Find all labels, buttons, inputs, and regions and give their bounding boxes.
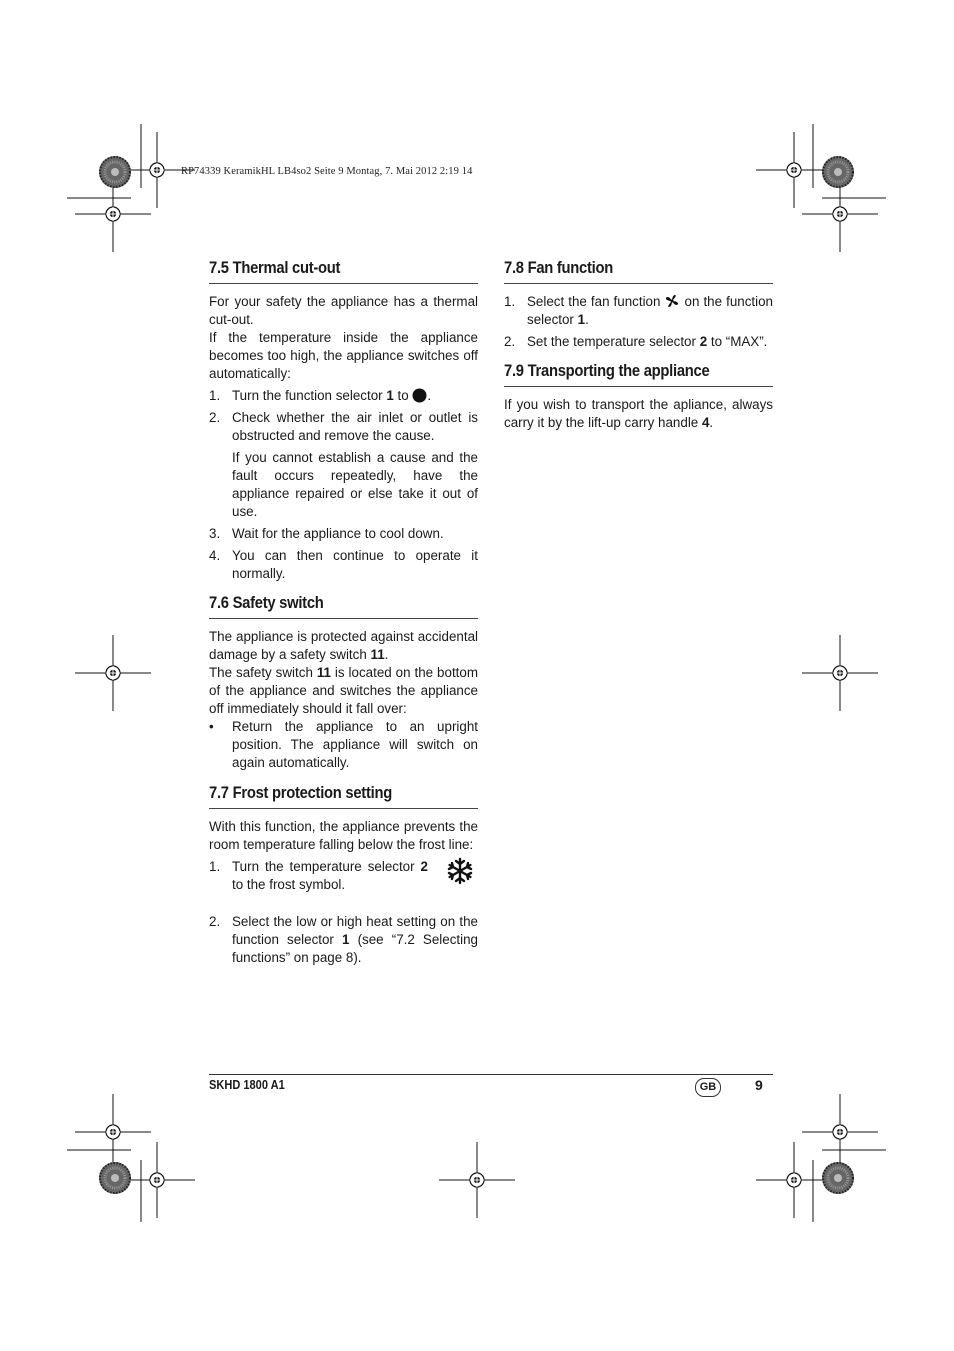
list-item: 4. You can then continue to operate it normally. xyxy=(209,548,478,581)
section-heading-7-8: 7.8 Fan function xyxy=(504,259,773,284)
list-item: 1. Turn the function selector 1 to . xyxy=(209,388,432,403)
footer-model: SKHD 1800 A1 xyxy=(209,1077,285,1092)
paragraph: If the temperature inside the appliance becomes too high, the appliance switches off automatically: xyxy=(209,330,478,381)
color-wheel-icon xyxy=(99,1162,131,1194)
list-item-note: If you cannot establish a cause and the fault occurs repeatedly, have the appliance repaired or else take it out of use. xyxy=(232,450,478,519)
color-wheel-icon xyxy=(99,156,131,188)
section-heading-7-6: 7.6 Safety switch xyxy=(209,594,478,619)
list-item: 2. Set the temperature selector 2 to “MAX”. xyxy=(504,334,768,349)
registration-mark-icon xyxy=(75,1094,151,1170)
color-wheel-icon xyxy=(822,156,854,188)
section-heading-7-7: 7.7 Frost protection setting xyxy=(209,784,478,809)
snowflake-icon xyxy=(446,857,474,885)
paragraph: With this function, the appliance prevents the room temperature falling below the frost line: xyxy=(209,819,478,852)
left-column xyxy=(209,259,478,967)
paragraph: The safety switch 11 is located on the bottom of the appliance and switches the appliance off immediately should it fall over: xyxy=(209,665,478,716)
list-item: 1. Select the fan function on the function selector 1. xyxy=(504,294,773,327)
print-slug: RP74339 KeramikHL LB4so2 Seite 9 Montag, 7. Mai 2012 2:19 14 xyxy=(181,166,473,177)
list-item: 2. Check whether the air inlet or outlet is obstructed and remove the cause. xyxy=(209,410,478,443)
right-column xyxy=(504,259,773,432)
language-badge: GB xyxy=(695,1078,721,1097)
color-wheel-icon xyxy=(822,1162,854,1194)
bullet-item: • Return the appliance to an upright position. The appliance will switch on again automatically. xyxy=(209,719,478,770)
paragraph: If you wish to transport the apliance, always carry it by the lift-up carry handle 4. xyxy=(504,397,773,430)
section-heading-7-5: 7.5 Thermal cut-out xyxy=(209,259,478,284)
filled-circle-icon xyxy=(412,388,427,403)
list-item: 3. Wait for the appliance to cool down. xyxy=(209,526,444,541)
list-item: 2. Select the low or high heat setting on the function selector 1 (see “7.2 Selecting functions” on page 8). xyxy=(209,914,479,965)
footer-rule xyxy=(209,1074,773,1075)
registration-mark-icon xyxy=(75,635,151,711)
list-item: 1. Turn the temperature selector 2 to the frost symbol. xyxy=(209,858,478,913)
registration-mark-icon xyxy=(439,1142,515,1218)
section-heading-7-9: 7.9 Transporting the appliance xyxy=(504,362,773,387)
page-number: 9 xyxy=(755,1077,763,1093)
registration-mark-icon xyxy=(802,635,878,711)
registration-mark-icon xyxy=(802,1094,878,1170)
registration-mark-icon xyxy=(756,1142,832,1218)
paragraph: For your safety the appliance has a thermal cut-out. xyxy=(209,294,478,327)
paragraph: The appliance is protected against accidental damage by a safety switch 11. xyxy=(209,629,478,662)
registration-mark-icon xyxy=(756,132,832,208)
fan-icon xyxy=(664,294,680,308)
